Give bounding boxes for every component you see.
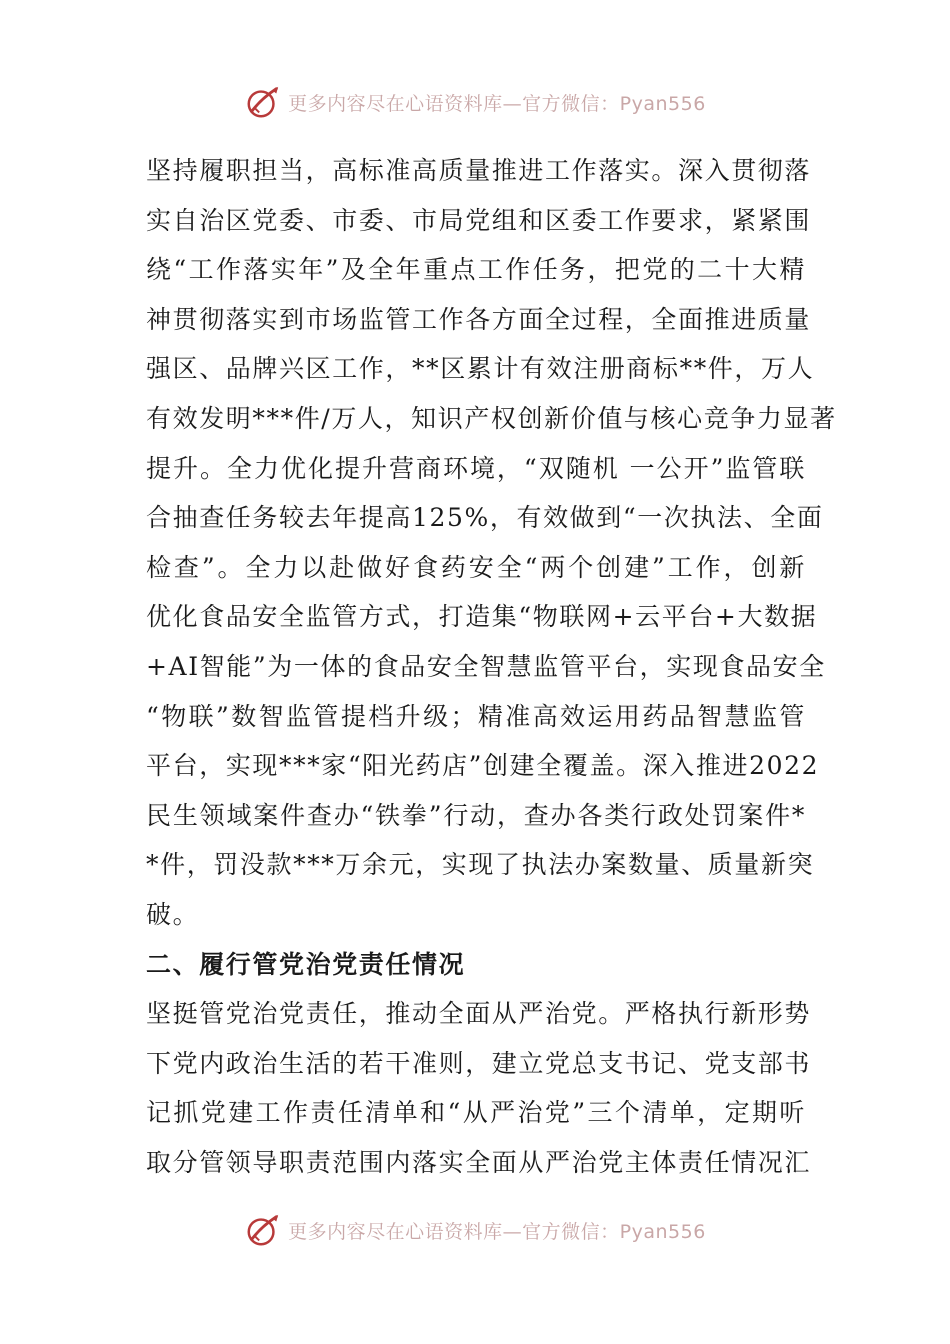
text-line: 提升。全力优化提升营商环境，“双随机 一公开”监管联 xyxy=(146,453,806,483)
text-line: 破。 xyxy=(146,899,200,929)
section-heading-party-governance: 二、履行管党治党责任情况 xyxy=(146,949,466,979)
text-line: 绕“工作落实年”及全年重点工作任务，把党的二十大精 xyxy=(146,255,806,285)
text-line: 下党内政治生活的若干准则，建立党总支书记、党支部书 xyxy=(146,1048,812,1078)
text-line: 坚挺管党治党责任，推动全面从严治党。严格执行新形势 xyxy=(146,999,812,1029)
text-line: 神贯彻落实到市场监管工作各方面全过程，全面推进质量 xyxy=(146,304,812,334)
pen-logo-icon xyxy=(244,1211,282,1249)
watermark-text: 更多内容尽在心语资料库—官方微信：Pyan556 xyxy=(288,92,706,115)
text-line: 检查”。全力以赴做好食药安全“两个创建”工作，创新 xyxy=(146,552,806,582)
text-line: 强区、品牌兴区工作，**区累计有效注册商标**件，万人 xyxy=(146,354,815,384)
text-line: *件，罚没款***万余元，实现了执法办案数量、质量新突 xyxy=(146,850,815,880)
text-line: 实自治区党委、市委、市局党组和区委工作要求，紧紧围 xyxy=(146,205,812,235)
text-line: +AI智能”为一体的食品安全智慧监管平台，实现食品安全 xyxy=(146,651,826,681)
watermark-footer xyxy=(0,1210,950,1250)
text-line: 有效发明***件/万人，知识产权创新价值与核心竞争力显著 xyxy=(146,403,837,433)
text-line: 坚持履职担当，高标准高质量推进工作落实。深入贯彻落 xyxy=(146,156,812,185)
paragraph-work-implementation xyxy=(146,146,837,940)
text-line: “物联”数智监管提档升级；精准高效运用药品智慧监管 xyxy=(146,701,806,731)
watermark-id: Pyan556 xyxy=(619,1220,706,1243)
text-line: 平台，实现***家“阳光药店”创建全覆盖。深入推进2022 xyxy=(146,751,820,781)
paragraph-party-governance xyxy=(146,989,812,1187)
text-line: 记抓党建工作责任清单和“从严治党”三个清单，定期听 xyxy=(146,1098,806,1128)
text-line: 民生领域案件查办“铁拳”行动，查办各类行政处罚案件* xyxy=(146,800,806,830)
watermark-header xyxy=(0,82,950,122)
document-body xyxy=(146,146,837,1187)
pen-logo-icon xyxy=(244,83,282,121)
text-line: 合抽查任务较去年提高125%，有效做到“一次执法、全面 xyxy=(146,503,824,533)
text-line: 优化食品安全监管方式，打造集“物联网+云平台+大数据 xyxy=(146,602,818,632)
watermark-id: Pyan556 xyxy=(619,92,706,115)
text-line: 取分管领导职责范围内落实全面从严治党主体责任情况汇 xyxy=(146,1147,812,1177)
watermark-text: 更多内容尽在心语资料库—官方微信：Pyan556 xyxy=(288,1220,706,1243)
